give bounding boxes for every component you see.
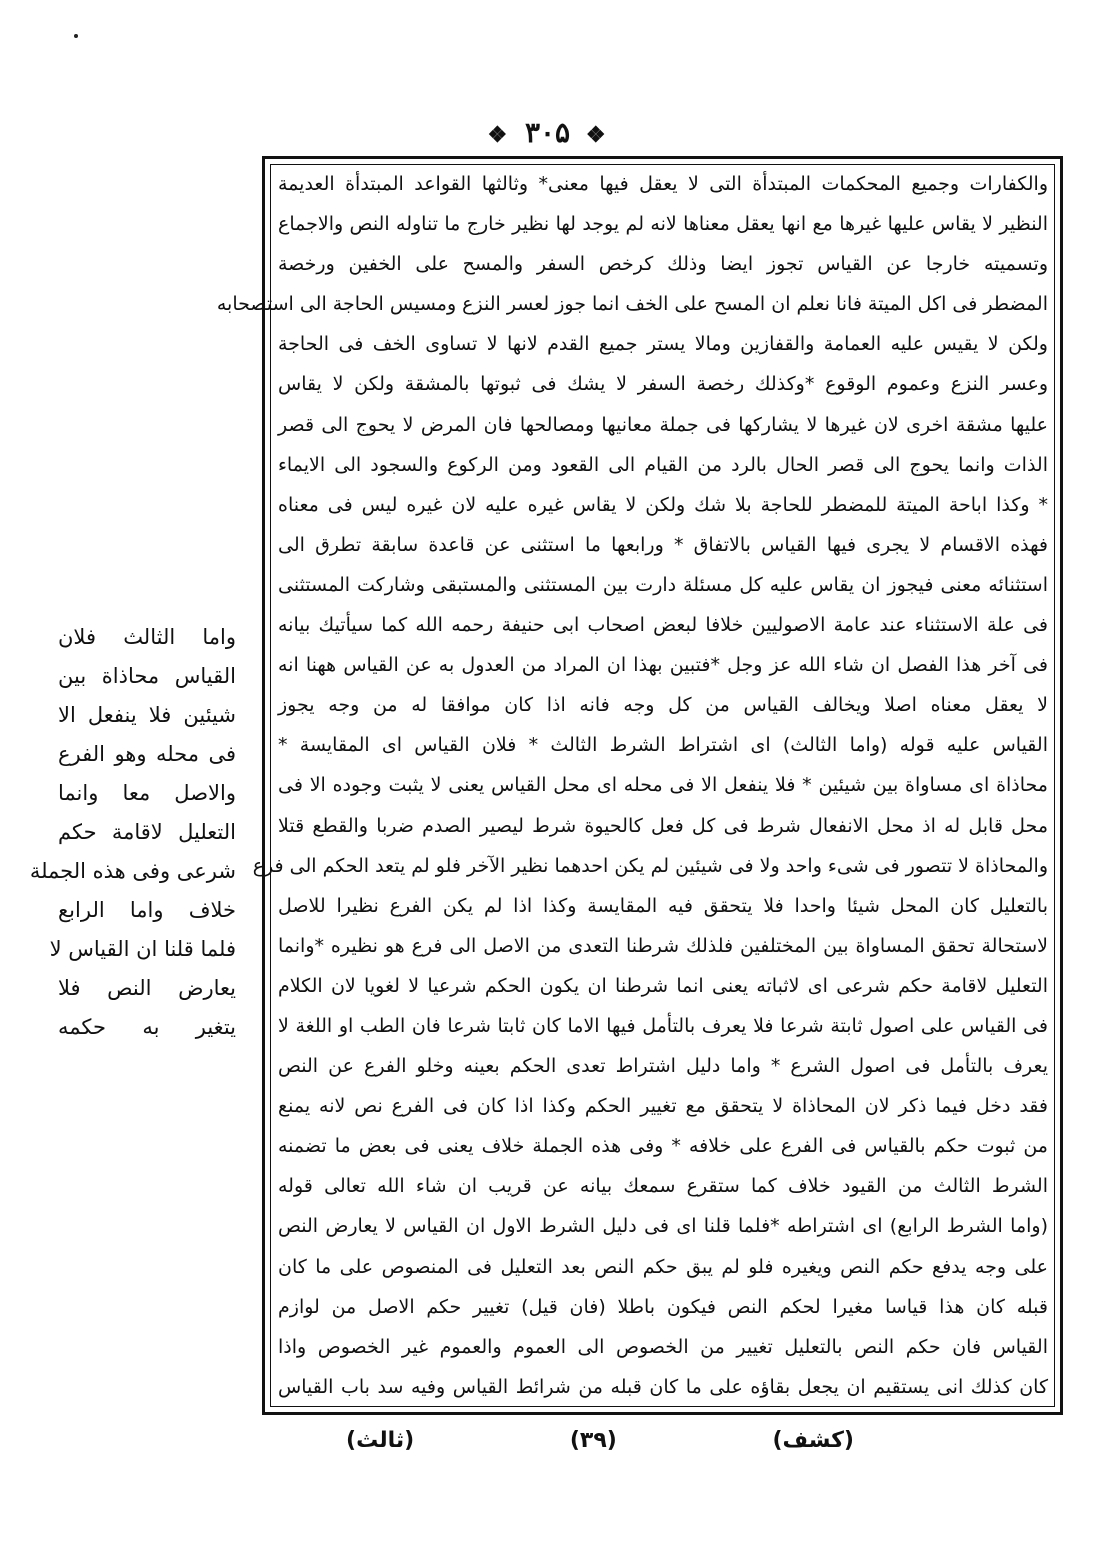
main-text-line: فى القياس على اصول ثابتة شرعا فلا يعرف بالتأمل فيها الاما كان ثابتا شرعا فان الطب او اللغة لا	[278, 1014, 1048, 1037]
margin-note-line: خلاف واما الرابع	[58, 898, 236, 922]
main-text-line: لا يعقل معناه اصلا ويخالف القياس من كل وجه فانه اذا كان موافقا له من وجه يجوز	[278, 694, 1048, 717]
margin-note-line: التعليل لاقامة حكم	[58, 820, 236, 844]
margin-note-line: يتغير به حكمه	[58, 1015, 236, 1039]
main-text-line: بالتعليل كان المحل شيئا واحدا فلا يتحقق فيه المقايسة وكذا اذا لم يكن الفرع نظيرا للاصل	[278, 894, 1048, 917]
margin-note-line: يعارض النص فلا	[58, 976, 236, 1000]
ornament-left-icon: ❖	[487, 122, 510, 148]
main-text-line: الذات وانما يحوج الى قصر الحال بالرد من القيام الى القعود ومن الركوع والسجود الى الايماء	[278, 453, 1048, 476]
margin-note-line: واما الثالث فلان	[58, 625, 236, 649]
stray-ink-mark	[74, 34, 78, 38]
main-text-line: محل قابل له اذ محل الانفعال شرط فى كل فعل كالحيوة شرط ليصير الصدم ضربا والقطع قتلا	[278, 814, 1048, 837]
main-text-line: كان كذلك انى يستقيم ان يجعل بقاؤه على ما كان قبله من شرائط القياس وفيه سد باب القياس	[278, 1375, 1048, 1398]
main-text-line: فهذه الاقسام لا يجرى فيها القياس بالاتفاق * ورابعها ما استثنى عن قاعدة سابقة تطرق الى	[278, 533, 1048, 556]
page-footer	[340, 1420, 860, 1460]
main-text-line: على وجه يدفع حكم النص ويغيره فلو لم يبق حكم النص بعد التعليل فى المنصوص على ما كان	[278, 1255, 1048, 1278]
main-text-line: لاستحالة تحقق المساواة بين المختلفين فلذلك شرطنا التعدى من الاصل الى فرع هو نظيره *وانما	[278, 934, 1048, 957]
main-text-line: القياس عليه قوله (واما الثالث) اى اشتراط الشرط الثالث * فلان القياس اى المقايسة *	[278, 734, 1048, 757]
main-text-line: وعسر النزع وعموم الوقوع *وكذلك رخصة السفر لا يشك فى ثبوتها بالمشقة ولكن لا يقاس	[278, 373, 1048, 396]
main-text-line: قبله كان هذا قياسا مغيرا لحكم النص فيكون باطلا (فان قيل) تغيير حكم الاصل من لوازم	[278, 1295, 1048, 1318]
main-text-line: والكفارات وجميع المحكمات المبتدأة التى لا يعقل فيها معنى* وثالثها القواعد المبتدأة العديمة	[278, 173, 1048, 195]
main-text-line: فى علة الاستثناء عند عامة الاصوليين خلافا لبعض اصحاب ابى حنيفة رحمه الله كما سيأتيك بيانه	[278, 614, 1048, 637]
main-text-line: الشرط الثالث من القيود خلاف كما ستقرع سمعك بيانه عن قريب ان شاء الله تعالى قوله	[278, 1175, 1048, 1198]
main-text-line: (واما الشرط الرابع) اى اشتراطه *فلما قلنا اى فى دليل الشرط الاول ان القياس لا يعارض النص	[278, 1215, 1048, 1238]
main-text-line: التعليل لاقامة حكم شرعى اى لاثباته يعنى انما شرطنا ان يكون الحكم شرعيا لا لغويا لان الكلام	[278, 974, 1048, 997]
main-text-line: القياس فان حكم النص بالتعليل تغيير من الخصوص الى العموم والعموم غير الخصوص واذا	[278, 1335, 1048, 1358]
main-text-line: يعرف بالتأمل فى اصول الشرع * واما دليل اشتراط تعدى الحكم بعينه وخلو الفرع عن النص	[278, 1055, 1048, 1078]
main-text-line: من ثبوت حكم بالقياس فى الفرع على خلافه * وفى هذه الجملة خلاف يعنى فى بعض ما تضمنه	[278, 1135, 1048, 1158]
main-text-block	[216, 164, 1048, 1407]
margin-note-line: والاصل معا وانما	[58, 781, 236, 805]
margin-note-line: فى محله وهو الفرع	[58, 742, 236, 766]
main-text-line: فقد دخل فيما ذكر لان المحاذاة لا يتحقق مع تغيير الحكم وكذا اذا كان فى الفرع نص لانه يمنع	[278, 1095, 1048, 1118]
margin-note-line: القياس محاذاة بين	[58, 664, 236, 688]
main-text-line: * وكذا اباحة الميتة للمضطر للحاجة بلا شك ولكن لا يقاس غيره عليه لان غيره ليس فى معناه	[278, 493, 1048, 516]
page-number: ۳۰۵	[524, 116, 571, 149]
page-number-box	[481, 116, 613, 149]
main-text-line: عليها مشقة اخرى لان غيرها لا يشاركها فى جملة معانيها ومصالحها فان المرض لا يحوج الى قصر	[278, 413, 1048, 436]
main-text-line: استثنائه معنى فيجوز ان يقاس عليه كل مسئلة دارت بين المستثنى والمستبقى وشاركت المستثنى	[278, 573, 1048, 596]
margin-note-line: شيئين فلا ينفعل الا	[58, 703, 236, 727]
main-text-line: النظير لا يقاس عليها غيرها مع انها يعقل معناها لانه لم يوجد لها نظير خارج ما تناوله النص والاجماع	[278, 213, 1048, 236]
ornament-right-icon: ❖	[585, 122, 608, 148]
footer-volume: (ثالث)	[346, 1427, 415, 1453]
main-text-line: محاذاة اى مساواة بين شيئين * فلا ينفعل الا فى محله اى محل القياس يعنى لا يثبت وجوده الا فى	[278, 774, 1048, 797]
page-header	[0, 116, 1095, 149]
main-text-line: فى آخر هذا الفصل ان شاء الله عز وجل *فتبين بهذا ان المراد من العدول به عن القياس ههنا انه	[278, 654, 1048, 677]
main-text-line: والمحاذاة لا تتصور فى شىء واحد ولا فى شيئين لم يكن احدهما نظير الآخر فلو لم يتعد الحكم الى فرع	[252, 854, 1048, 877]
main-text-line: المضطر فى اكل الميتة فانا نعلم ان المسح على الخف انما جوز لعسر النزع ومسيس الحاجة الى استصحابه	[216, 293, 1048, 316]
margin-note-line: فلما قلنا ان القياس لا	[49, 937, 236, 961]
footer-kashf: (كشف)	[772, 1427, 854, 1453]
margin-note-line: شرعى وفى هذه الجملة	[29, 859, 236, 883]
footer-signature-number: (۳۹)	[569, 1427, 617, 1453]
main-text-line: ولكن لا يقيس عليه العمامة والقفازين ومالا يستر جميع القدم لانها لا تساوى الخف فى الحاجة	[278, 333, 1048, 356]
margin-note	[29, 618, 236, 1047]
main-text-line: وتسميته خارجا عن القياس تجوز ايضا وذلك كرخص السفر والمسح على الخفين ورخصة	[278, 253, 1048, 276]
